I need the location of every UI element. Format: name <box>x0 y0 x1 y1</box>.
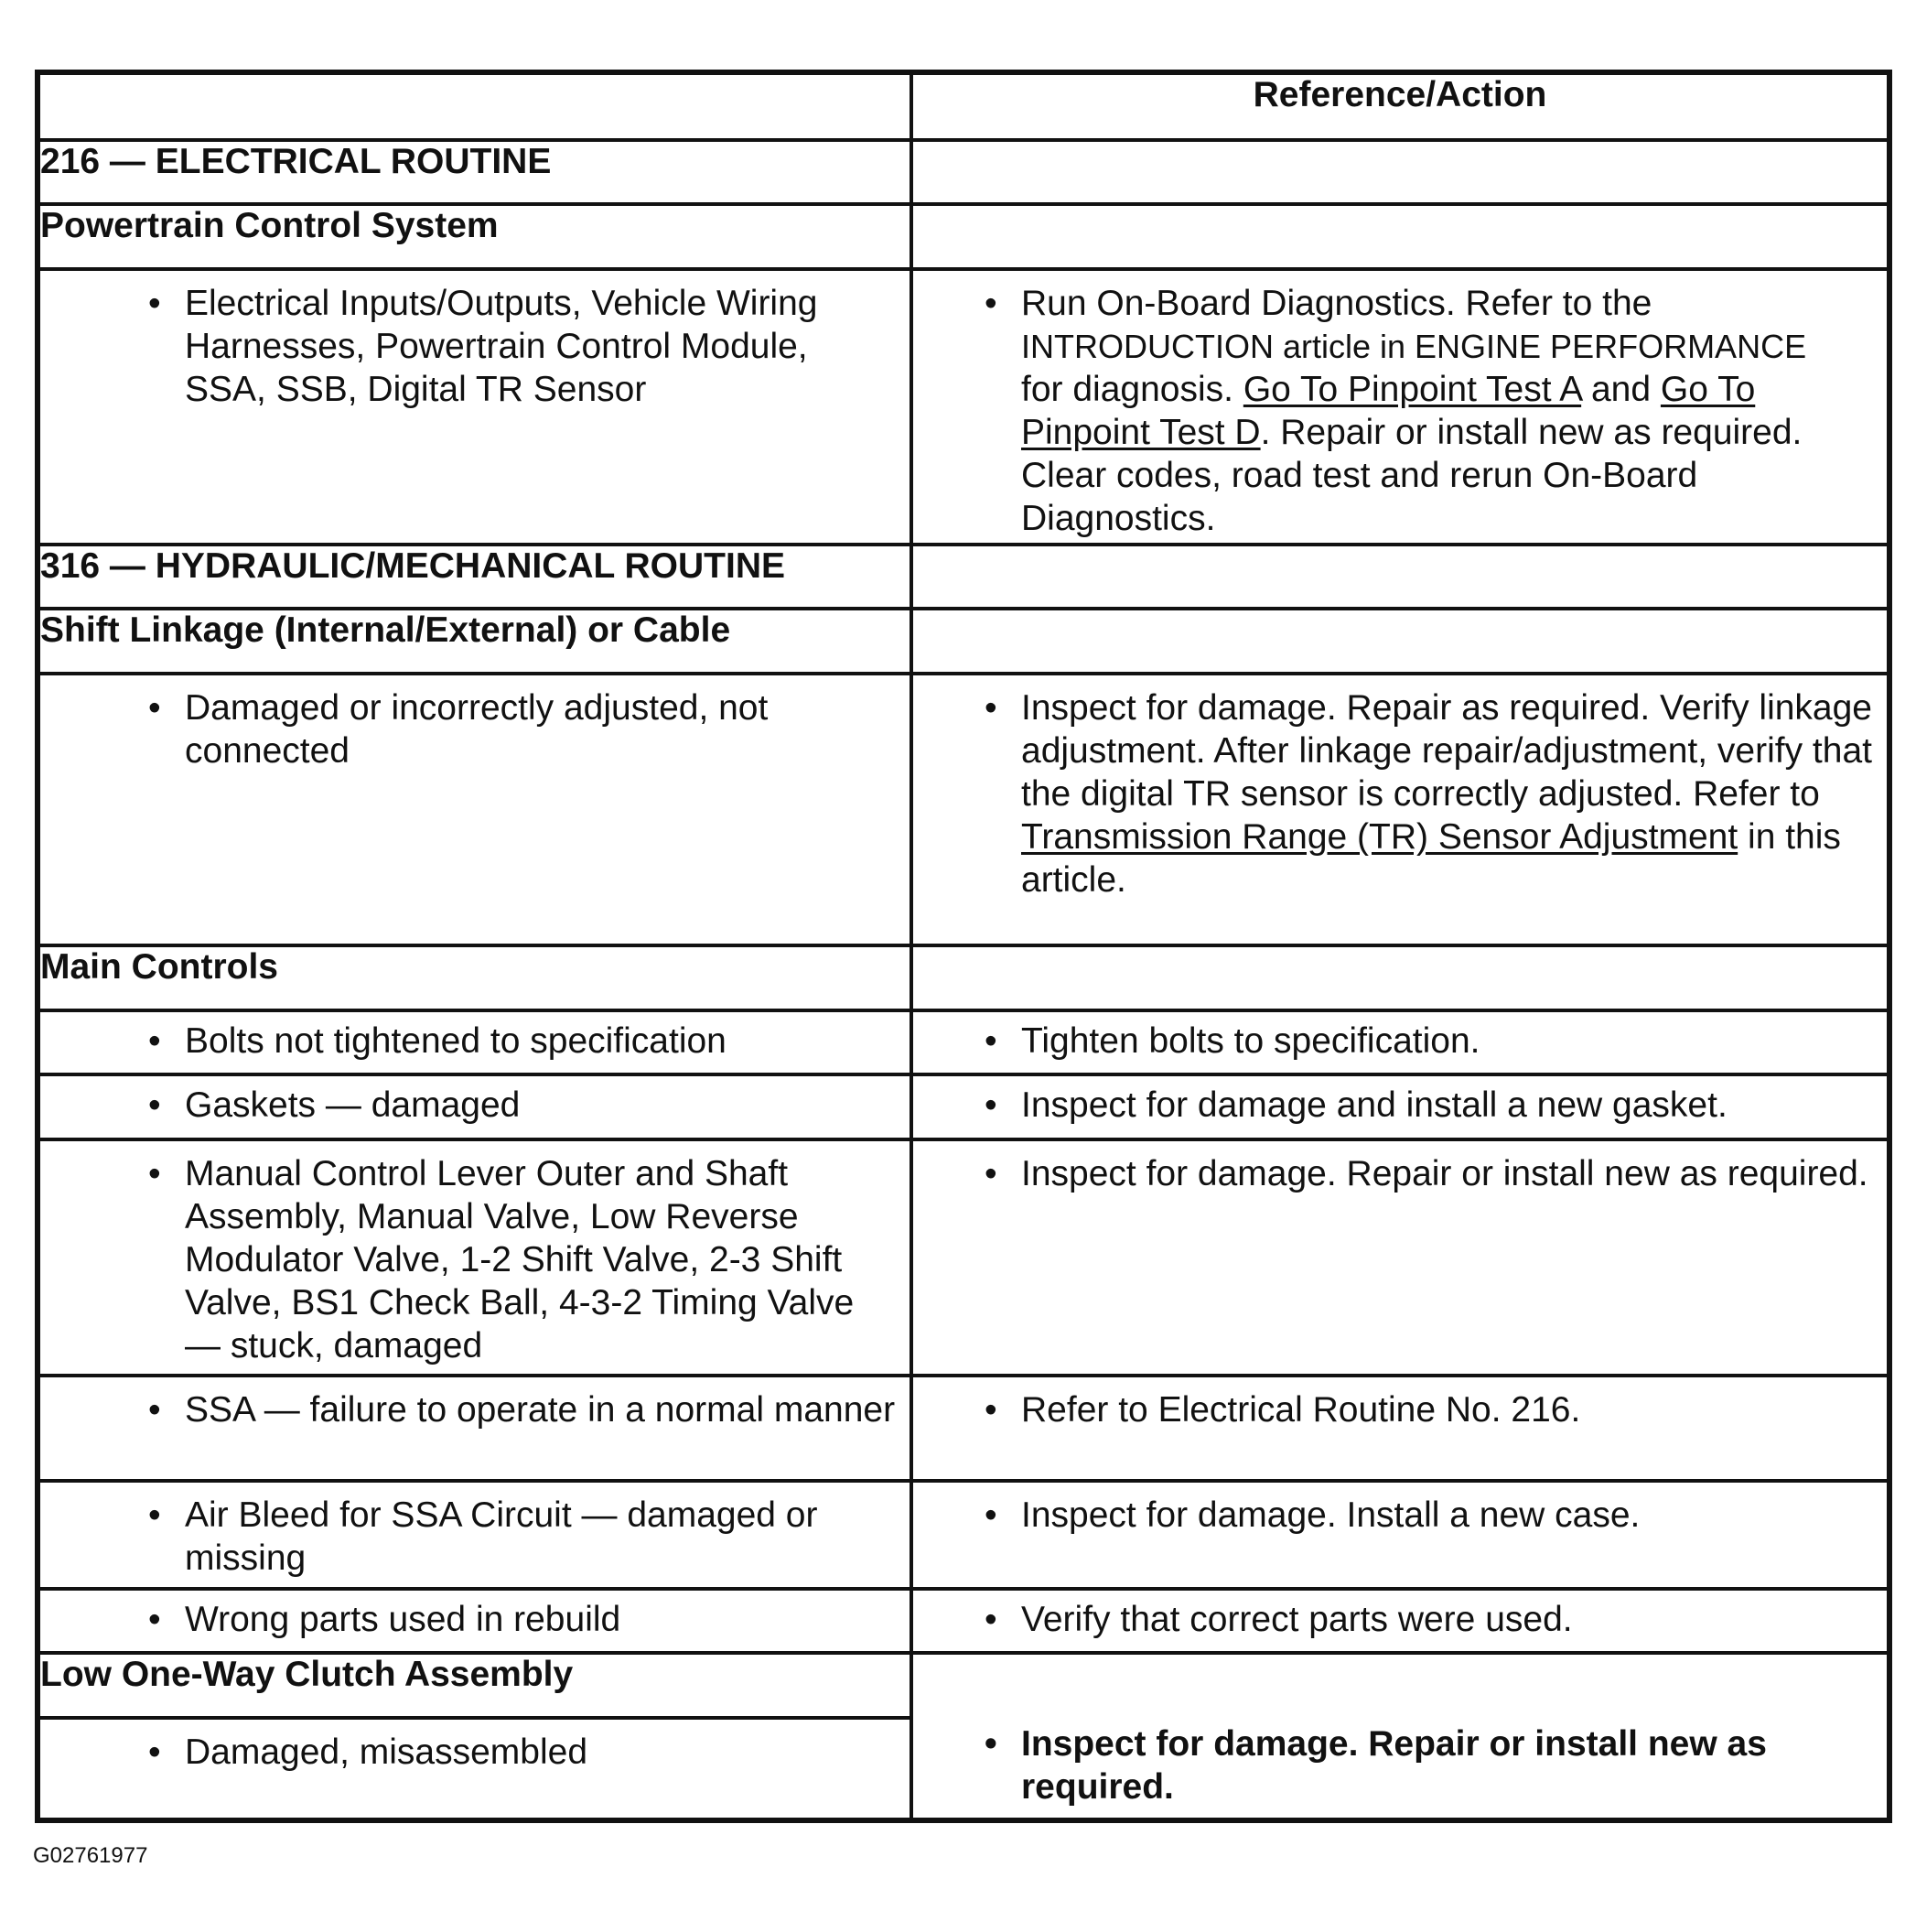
header-row <box>38 72 1889 140</box>
bullet-icon: • <box>985 1390 997 1430</box>
action-text-part: in this article. <box>1021 817 1841 901</box>
empty-cell <box>911 545 1889 610</box>
action-text: Refer to Electrical Routine No. 216. <box>1021 1390 1581 1430</box>
condition-text: Air Bleed for SSA Circuit — damaged or missing <box>185 1495 818 1579</box>
condition-cell <box>38 1481 911 1588</box>
action-text-part: and <box>1590 370 1652 409</box>
action-cell <box>911 1139 1889 1376</box>
condition-text: Damaged or incorrectly adjusted, not connected <box>185 688 769 772</box>
action-text: Inspect for damage. Install a new case. <box>1021 1495 1641 1536</box>
bullet-icon: • <box>148 1732 161 1772</box>
condition-cell <box>38 1074 911 1139</box>
table-row <box>38 1010 1889 1075</box>
action-text-part: INTRODUCTION article in ENGINE PERFORMANCE <box>1021 328 1807 365</box>
action-text-part: Inspect for damage. Repair as required. Verify linkage adjustment. After linkage repair/adjustment, verify that the digital TR sensor is correctly adjusted. Refer to <box>1021 688 1873 815</box>
section-main-controls: Main Controls <box>38 945 911 1010</box>
section-row <box>38 545 1889 610</box>
condition-text: Wrong parts used in rebuild <box>185 1599 621 1639</box>
section-row <box>38 609 1889 674</box>
bullet-icon: • <box>985 1599 997 1639</box>
empty-cell <box>911 945 1889 1010</box>
header-condition <box>38 72 911 140</box>
bullet-icon: • <box>148 1085 161 1126</box>
condition-text: Bolts not tightened to specification <box>185 1020 727 1061</box>
section-electrical-routine: 216 — ELECTRICAL ROUTINE <box>38 140 911 205</box>
condition-cell <box>38 1589 911 1654</box>
table-row <box>38 1074 1889 1139</box>
table-row <box>38 269 1889 545</box>
bullet-icon: • <box>985 1153 997 1193</box>
bullet-icon: • <box>148 1390 161 1430</box>
empty-cell <box>911 140 1889 205</box>
bullet-icon: • <box>985 284 997 323</box>
bullet-icon: • <box>985 1020 997 1061</box>
action-text <box>1021 282 1876 540</box>
action-text: Verify that correct parts were used. <box>1021 1599 1573 1639</box>
bullet-icon: • <box>148 1495 161 1536</box>
bullet-icon: • <box>148 1599 161 1639</box>
condition-text: Damaged, misassembled <box>185 1732 588 1772</box>
condition-cell <box>38 1010 911 1075</box>
action-text: Tighten bolts to specification. <box>1021 1020 1480 1061</box>
condition-cell <box>38 269 911 545</box>
condition-text: Gaskets — damaged <box>185 1085 521 1126</box>
tr-sensor-adjustment-link[interactable]: Transmission Range (TR) Sensor Adjustment <box>1021 817 1738 858</box>
condition-text: Electrical Inputs/Outputs, Vehicle Wiring Harnesses, Powertrain Control Module, SSA, SSB, Digital TR Sensor <box>185 284 818 409</box>
section-row <box>38 140 1889 205</box>
action-cell <box>911 1481 1889 1588</box>
action-text-part: . Repair or install new as required. Clear codes, road test and rerun On-Board Diagnostics. <box>1021 413 1803 538</box>
diagnosis-table <box>35 70 1892 1823</box>
header-reference-action: Reference/Action <box>911 72 1889 140</box>
table-row <box>38 1376 1889 1481</box>
action-cell <box>911 1074 1889 1139</box>
empty-cell <box>911 204 1889 269</box>
section-low-one-way-clutch: Low One-Way Clutch Assembly <box>38 1653 911 1718</box>
pinpoint-test-d-link[interactable]: Go To Pinpoint Test D <box>1021 370 1756 452</box>
pinpoint-test-a-link[interactable]: Go To Pinpoint Test A <box>1243 370 1582 409</box>
action-cell <box>911 269 1889 545</box>
action-text: Inspect for damage. Repair or install new as required. <box>1021 1724 1767 1807</box>
bullet-icon: • <box>148 1153 161 1193</box>
section-row <box>38 204 1889 269</box>
section-row <box>38 1653 1889 1718</box>
bullet-icon: • <box>148 688 161 729</box>
action-text-part: for diagnosis. <box>1021 370 1233 409</box>
bullet-icon: • <box>148 1020 161 1061</box>
action-text: Inspect for damage. Repair or install new as required. <box>1021 1153 1868 1193</box>
bullet-icon: • <box>985 1495 997 1536</box>
action-cell <box>911 1010 1889 1075</box>
condition-cell <box>38 674 911 945</box>
action-cell <box>911 1589 1889 1654</box>
figure-id: G02761977 <box>33 1843 148 1868</box>
action-cell <box>911 1376 1889 1481</box>
table-row <box>38 674 1889 945</box>
section-powertrain-control: Powertrain Control System <box>38 204 911 269</box>
table-row <box>38 1139 1889 1376</box>
section-row <box>38 945 1889 1010</box>
action-text <box>1021 686 1876 901</box>
condition-cell <box>38 1139 911 1376</box>
bullet-icon: • <box>148 284 161 323</box>
action-cell <box>911 1653 1889 1820</box>
condition-text: Manual Control Lever Outer and Shaft Assembly, Manual Valve, Low Reverse Modulator Valve, 1-2 Shift Valve, 2-3 Shift Valve, BS1 Check Ball, 4-3-2 Timing Valve — stuck, damaged <box>185 1153 855 1365</box>
section-hydraulic-routine: 316 — HYDRAULIC/MECHANICAL ROUTINE <box>38 545 911 610</box>
bullet-icon: • <box>985 1085 997 1126</box>
bullet-icon: • <box>985 1724 997 1764</box>
section-shift-linkage: Shift Linkage (Internal/External) or Cable <box>38 609 911 674</box>
action-cell <box>911 674 1889 945</box>
action-text-part: Run On-Board Diagnostics. Refer to the <box>1021 284 1652 323</box>
empty-cell <box>911 609 1889 674</box>
condition-cell <box>38 1718 911 1820</box>
table-row <box>38 1481 1889 1588</box>
bullet-icon: • <box>985 688 997 729</box>
table-row <box>38 1589 1889 1654</box>
condition-text: SSA — failure to operate in a normal manner <box>185 1390 896 1430</box>
action-text: Inspect for damage and install a new gasket. <box>1021 1085 1728 1126</box>
condition-cell <box>38 1376 911 1481</box>
